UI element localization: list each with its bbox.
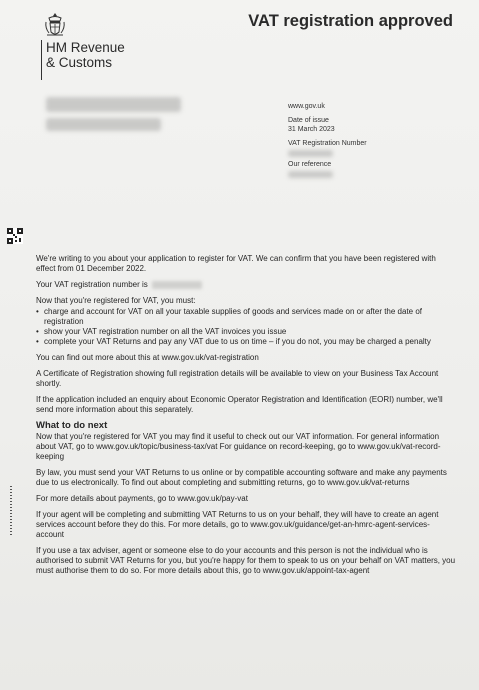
redacted-address: [46, 118, 161, 131]
find-out-paragraph: You can find out more about this at www.gov.uk/vat-registration: [36, 353, 259, 362]
vat-number-text: Your VAT registration number is: [36, 280, 148, 289]
obligations-list: [36, 307, 456, 347]
vat-number-paragraph: [36, 280, 456, 290]
letter-title: VAT registration approved: [248, 12, 453, 30]
next-heading: What to do next: [36, 420, 108, 431]
list-item: • charge and account for VAT on all your taxable supplies of goods and services made on or after the date of registration: [36, 307, 456, 327]
intro-paragraph: We're writing to you about your application to register for VAT. We can confirm that you have been registered with effect from 01 December 2022.: [36, 254, 436, 273]
must-intro: Now that you're registered for VAT, you must:: [36, 296, 196, 305]
org-line-2: & Customs: [46, 55, 113, 70]
org-name: [46, 40, 125, 70]
list-item: • show your VAT registration number on all the VAT invoices you issue: [36, 327, 456, 337]
date-value: 31 March 2023: [288, 125, 335, 133]
reference-label: Our reference: [288, 161, 332, 169]
letter-side-info: [288, 103, 367, 176]
agent-paragraph: If your agent will be completing and submitting VAT Returns to us on your behalf, they will have to create an agent services account before they do this. For more details, go to www.gov.uk/guidance/get-an-hmrc-agent-services-account: [36, 510, 439, 539]
redacted-vat-number: [288, 150, 333, 157]
adviser-paragraph: If you use a tax adviser, agent or someone else to do your accounts and this person is not the individual who is authorised to submit VAT Returns for you, but you're happy for them to speak to us on your behalf on VAT matters, you must authorise them to do so. For more details about this, go to www.gov.uk/appoint-tax-agent: [36, 546, 456, 575]
certificate-paragraph: A Certificate of Registration showing full registration details will be available to view on your Business Tax Account shortly.: [36, 369, 439, 388]
org-line-1: HM Revenue: [46, 40, 125, 55]
letter-body: [36, 254, 456, 582]
redacted-vat-number: [152, 281, 202, 289]
qr-code-icon: [7, 228, 23, 244]
logo-rule: [41, 40, 42, 80]
eori-paragraph: If the application included an enquiry about Economic Operator Registration and Identification (EORI) number, we'll send more information about this separately.: [36, 395, 443, 414]
returns-paragraph: By law, you must send your VAT Returns to us online or by compatible accounting software and make any payments due to us electronically. To find out about completing and submitting returns, go to www.gov.uk/vat-returns: [36, 468, 447, 487]
next-info-paragraph: Now that you're registered for VAT you may find it useful to check out our VAT information. For general information about VAT, go to www.gov.uk/topic/business-tax/vat For guidance on record-keeping, go to www.gov.uk/vat-record-keeping: [36, 432, 441, 461]
redacted-reference: [288, 171, 333, 178]
redacted-address: [46, 97, 181, 112]
vat-number-label: VAT Registration Number: [288, 139, 367, 147]
royal-crest-icon: [44, 12, 66, 38]
date-label: Date of issue: [288, 117, 329, 125]
margin-marks: [10, 486, 12, 536]
list-item: • complete your VAT Returns and pay any VAT due to us on time – if you do not, you may be charged a penalty: [36, 337, 456, 347]
payments-paragraph: For more details about payments, go to www.gov.uk/pay-vat: [36, 494, 248, 503]
website: www.gov.uk: [288, 103, 325, 110]
